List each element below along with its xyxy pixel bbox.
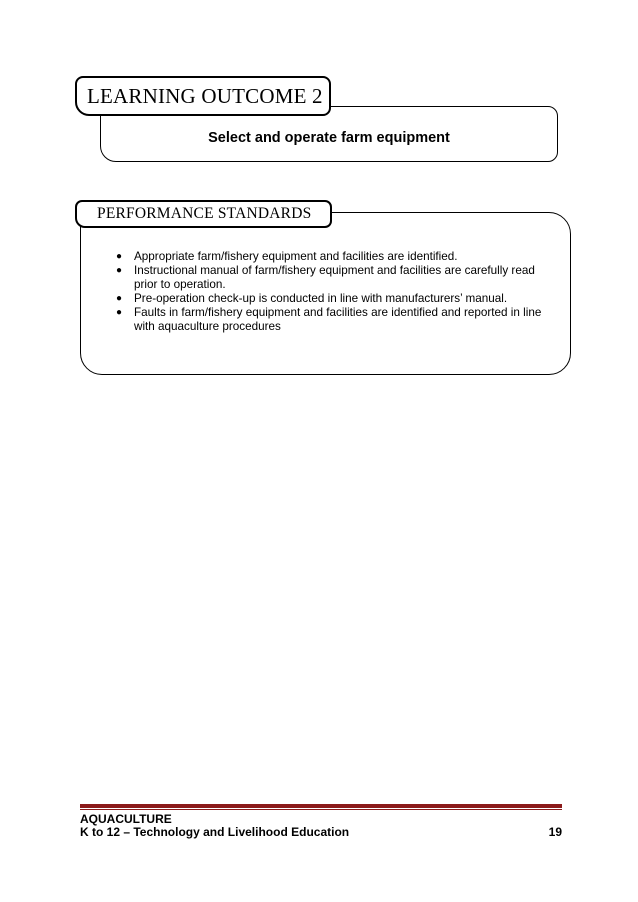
list-item-text: Appropriate farm/fishery equipment and facilities are identified. — [134, 250, 458, 263]
list-item — [113, 292, 553, 306]
list-item-text: Faults in farm/fishery equipment and facilities are identified and reported in line with aquaculture procedures — [134, 306, 542, 333]
list-item — [113, 250, 553, 264]
performance-standards-title: PERFORMANCE STANDARDS — [75, 200, 332, 228]
bullet-icon: ● — [116, 265, 123, 276]
learning-outcome-title: LEARNING OUTCOME 2 — [75, 76, 331, 116]
list-item-text: Instructional manual of farm/fishery equipment and facilities are carefully read prior to operation. — [134, 264, 535, 291]
list-item — [113, 264, 553, 292]
footer-course: AQUACULTURE — [80, 812, 172, 826]
bullet-icon: ● — [116, 307, 123, 318]
list-item — [113, 306, 553, 334]
bullet-icon: ● — [116, 251, 123, 262]
learning-outcome-subtitle: Select and operate farm equipment — [208, 130, 450, 146]
page-number: 19 — [548, 825, 562, 839]
bullet-icon: ● — [116, 293, 123, 304]
footer-divider — [80, 804, 562, 808]
footer-program: K to 12 – Technology and Livelihood Education — [80, 825, 350, 839]
list-item-text: Pre-operation check-up is conducted in line with manufacturers’ manual. — [134, 292, 508, 305]
footer-divider-thin — [80, 809, 562, 810]
performance-standards-list — [113, 250, 553, 334]
